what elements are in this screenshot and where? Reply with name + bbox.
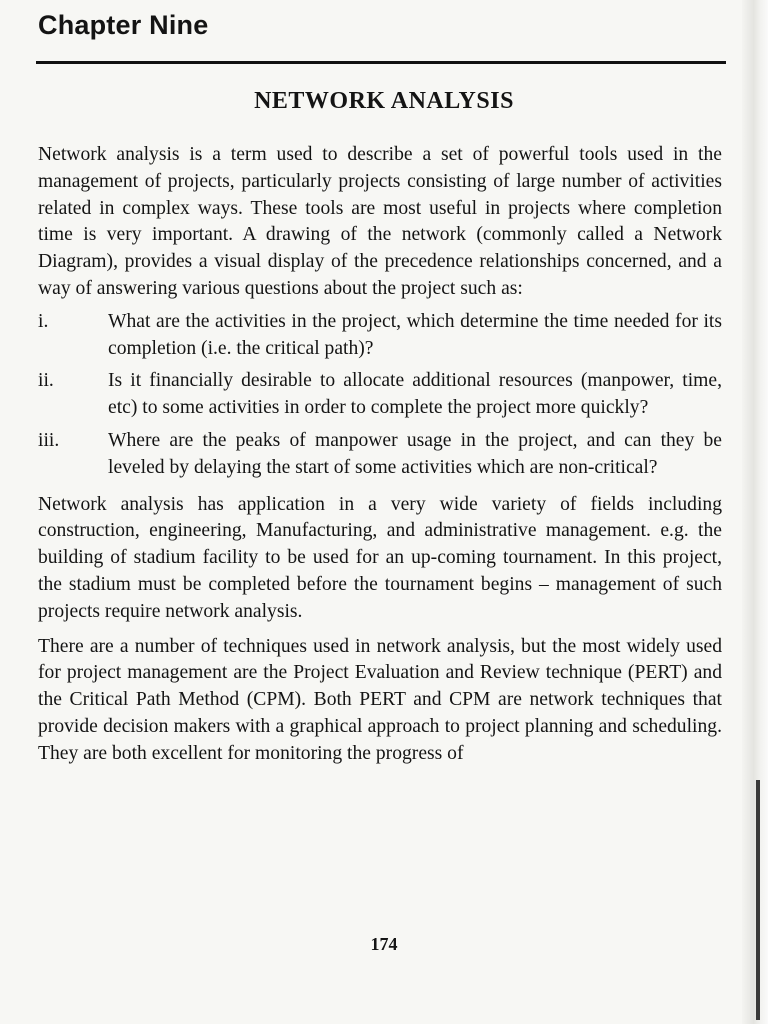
list-item-text: Is it financially desirable to allocate additional resources (manpower, time, etc) to some activities in order to complete the project more quickly? [108,370,722,419]
question-list [38,309,722,482]
page-edge-shadow [742,0,768,1024]
heading-rule [36,61,726,64]
page-body [38,142,722,768]
list-item [38,309,722,363]
list-item [38,368,722,422]
list-item [38,428,722,482]
page-number: 174 [370,934,398,954]
section-title: NETWORK ANALYSIS [254,88,514,114]
list-item-number: iii. [38,429,60,451]
list-item-number: ii. [38,370,54,392]
techniques-paragraph: There are a number of techniques used in network analysis, but the most widely used for project management are the Project Evaluation and Review technique (PERT) and the Critical Path Method (CPM). Both PERT and CPM are network techniques that provide decision makers with a graphical approach to project planning and scheduling. They are both excellent for monitoring the progress of [38,635,722,764]
list-item-number: i. [38,310,49,332]
chapter-heading: Chapter Nine [38,10,209,40]
list-item-text: Where are the peaks of manpower usage in the project, and can they be leveled by delaying the start of some activities which are non-critical? [108,429,722,478]
list-item-text: What are the activities in the project, which determine the time needed for its completion (i.e. the critical path)? [108,310,722,359]
intro-paragraph: Network analysis is a term used to describe a set of powerful tools used in the management of projects, particularly projects consisting of large number of activities related in complex ways. These tools are most useful in projects where completion time is very important. A drawing of the network (commonly called a Network Diagram), provides a visual display of the precedence relationships concerned, and a way of answering various questions about the project such as: [38,144,722,299]
applications-paragraph: Network analysis has application in a very wide variety of fields including construction, engineering, Manufacturing, and administrative management. e.g. the building of stadium facility to be used for an up-coming tournament. In this project, the stadium must be completed before the tournament begins – management of such projects require network analysis. [38,493,722,622]
